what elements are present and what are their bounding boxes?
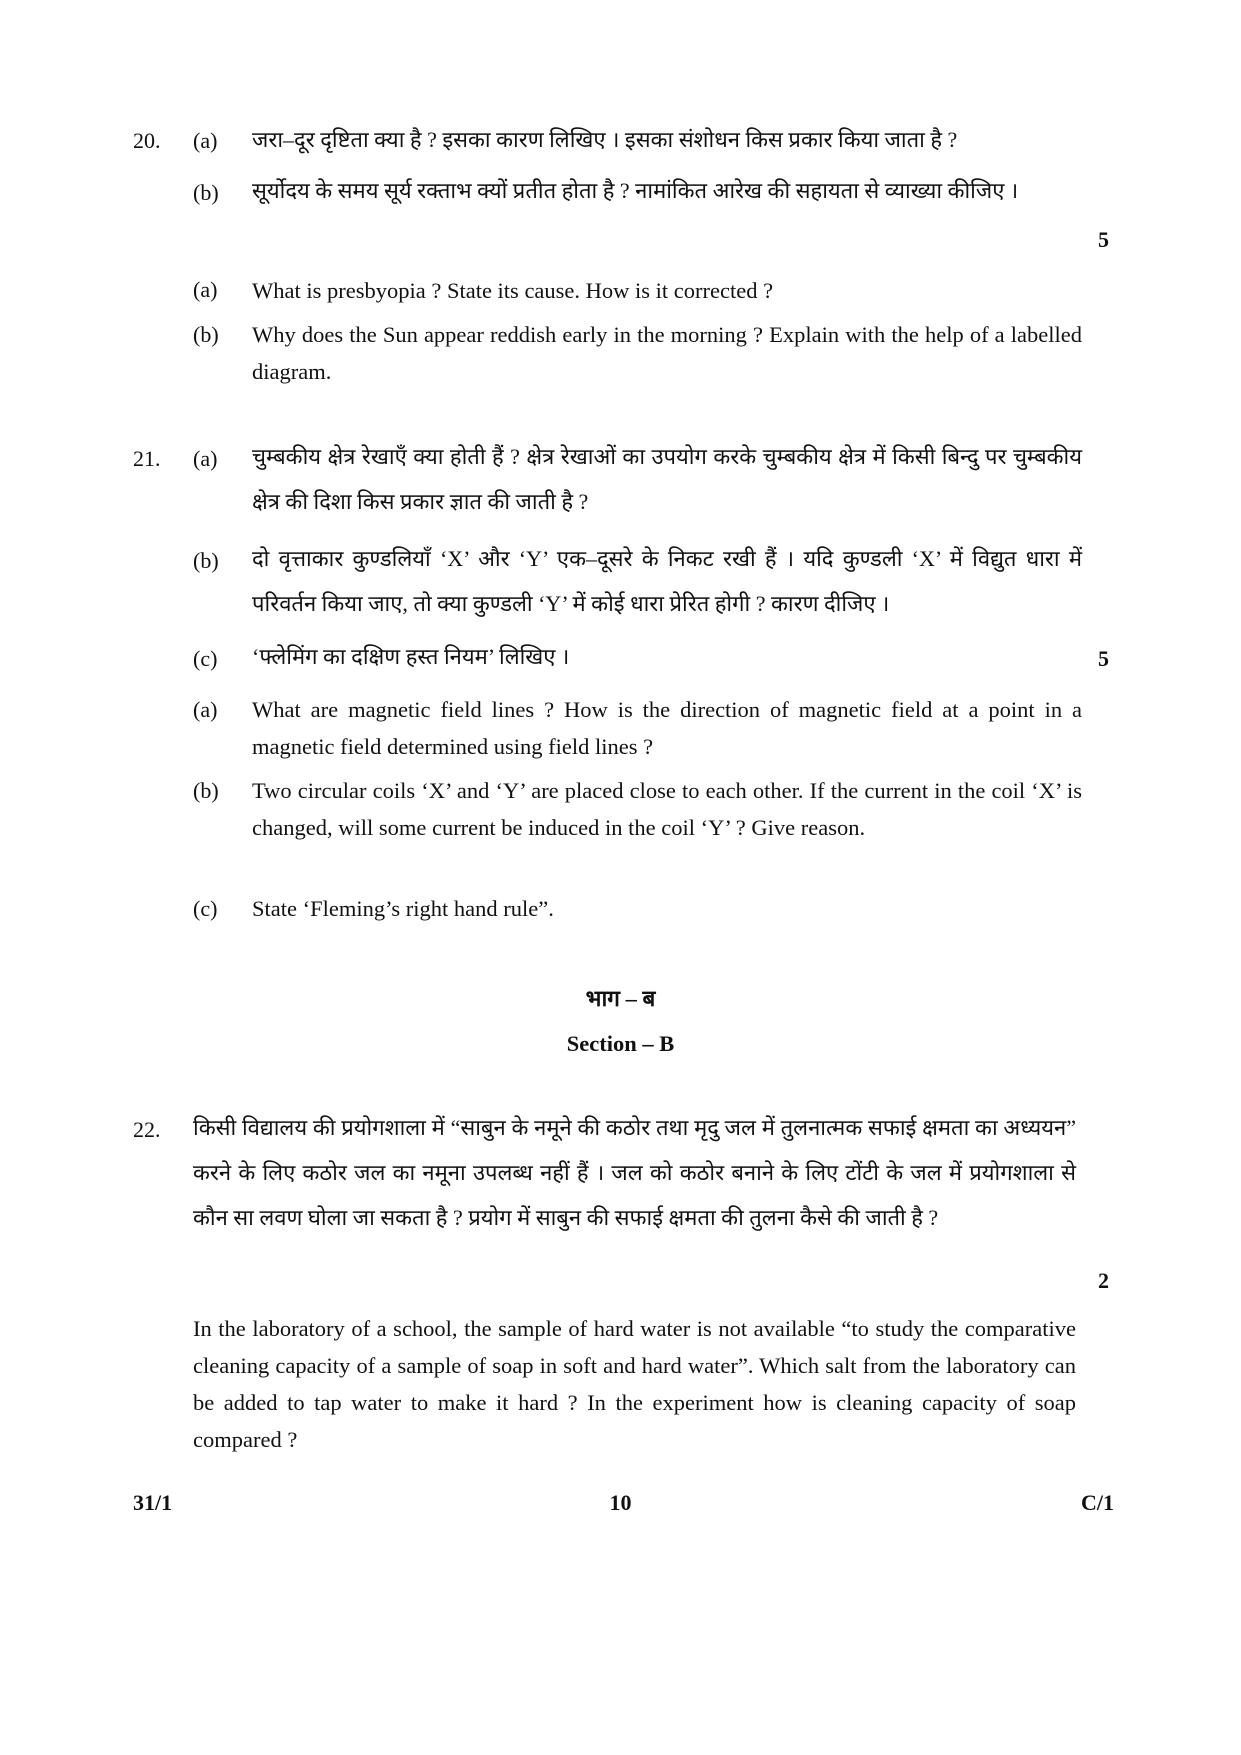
q21-part-a-english: What are magnetic field lines ? How is the direction of magnetic field at a point in a magnetic field determined using field lines ? [252,697,1082,759]
q20-part-b-label-hindi: (b) [193,180,219,205]
q22-english: In the laboratory of a school, the sample of hard water is not available “to study the comparative cleaning capacity of a sample of soap in soft and hard water”. Which salt from the laboratory can be added to tap water to make it hard ? In the experiment how is cleaning capacity of soap compared ? [193,1316,1076,1452]
q21-part-a-hindi: चुम्बकीय क्षेत्र रेखाएँ क्या होती हैं ? क्षेत्र रेखाओं का उपयोग करके चुम्बकीय क्षेत्र में किसी बिन्दु पर चुम्बकीय क्षेत्र की दिशा किस प्रकार ज्ञात की जाती है ? [252,444,1082,514]
q21-marks: 5 [1098,646,1109,671]
question-number-20: 20. [133,128,161,153]
q20-part-a-english: What is presbyopia ? State its cause. How is it corrected ? [252,278,774,303]
q22-marks: 2 [1098,1268,1109,1293]
q20-part-a-label-hindi: (a) [193,128,218,153]
q20-part-b-hindi: सूर्योदय के समय सूर्य रक्ताभ क्यों प्रतीत होता है ? नामांकित आरेख की सहायता से व्याख्या कीजिए । [252,178,1019,203]
section-heading-hindi: भाग – ब [585,986,656,1011]
q22-hindi: किसी विद्यालय की प्रयोगशाला में “साबुन के नमूने की कठोर तथा मृदु जल में तुलनात्मक सफाई क्षमता का अध्ययन” करने के लिए कठोर जल का नमूना उपलब्ध नहीं हैं । जल को कठोर बनाने के लिए टोंटी के जल में प्रयोगशाला से कौन सा लवण घोला जा सकता है ? प्रयोग में साबुन की सफाई क्षमता की तुलना कैसे की जाती है ? [193,1115,1076,1230]
footer-page-number: 10 [609,1490,632,1515]
q21-part-c-label-hindi: (c) [193,646,218,671]
footer-paper-code: 31/1 [133,1490,173,1515]
question-number-22: 22. [133,1117,161,1142]
q21-part-b-english: Two circular coils ‘X’ and ‘Y’ are placed close to each other. If the current in the coil ‘X’ is changed, will some current be induced in the coil ‘Y’ ? Give reason. [252,778,1082,840]
q20-part-a-label-english: (a) [193,277,218,302]
q21-part-a-label-hindi: (a) [193,446,218,471]
q21-part-c-english: State ‘Fleming’s right hand rule”. [252,896,554,921]
footer-set-code: C/1 [1081,1490,1114,1515]
q21-part-b-label-english: (b) [193,778,219,803]
q21-part-a-label-english: (a) [193,697,218,722]
q21-part-c-label-english: (c) [193,896,218,921]
q20-part-a-hindi: जरा–दूर दृष्टिता क्या है ? इसका कारण लिखिए । इसका संशोधन किस प्रकार किया जाता है ? [252,127,958,152]
section-heading-english: Section – B [566,1031,675,1056]
q21-part-b-hindi: दो वृत्ताकार कुण्डलियाँ ‘X’ और ‘Y’ एक–दूसरे के निकट रखी हैं । यदि कुण्डली ‘X’ में विद्युत धारा में परिवर्तन किया जाए, तो क्या कुण्डली ‘Y’ में कोई धारा प्रेरित होगी ? कारण दीजिए । [252,546,1082,616]
q20-marks: 5 [1098,227,1109,252]
q20-part-b-label-english: (b) [193,322,219,347]
q21-part-b-label-hindi: (b) [193,548,219,573]
q21-part-c-hindi: ‘फ्लेमिंग का दक्षिण हस्त नियम’ लिखिए । [252,644,570,669]
q20-part-b-english: Why does the Sun appear reddish early in the morning ? Explain with the help of a labelled diagram. [252,322,1082,384]
question-number-21: 21. [133,446,161,471]
